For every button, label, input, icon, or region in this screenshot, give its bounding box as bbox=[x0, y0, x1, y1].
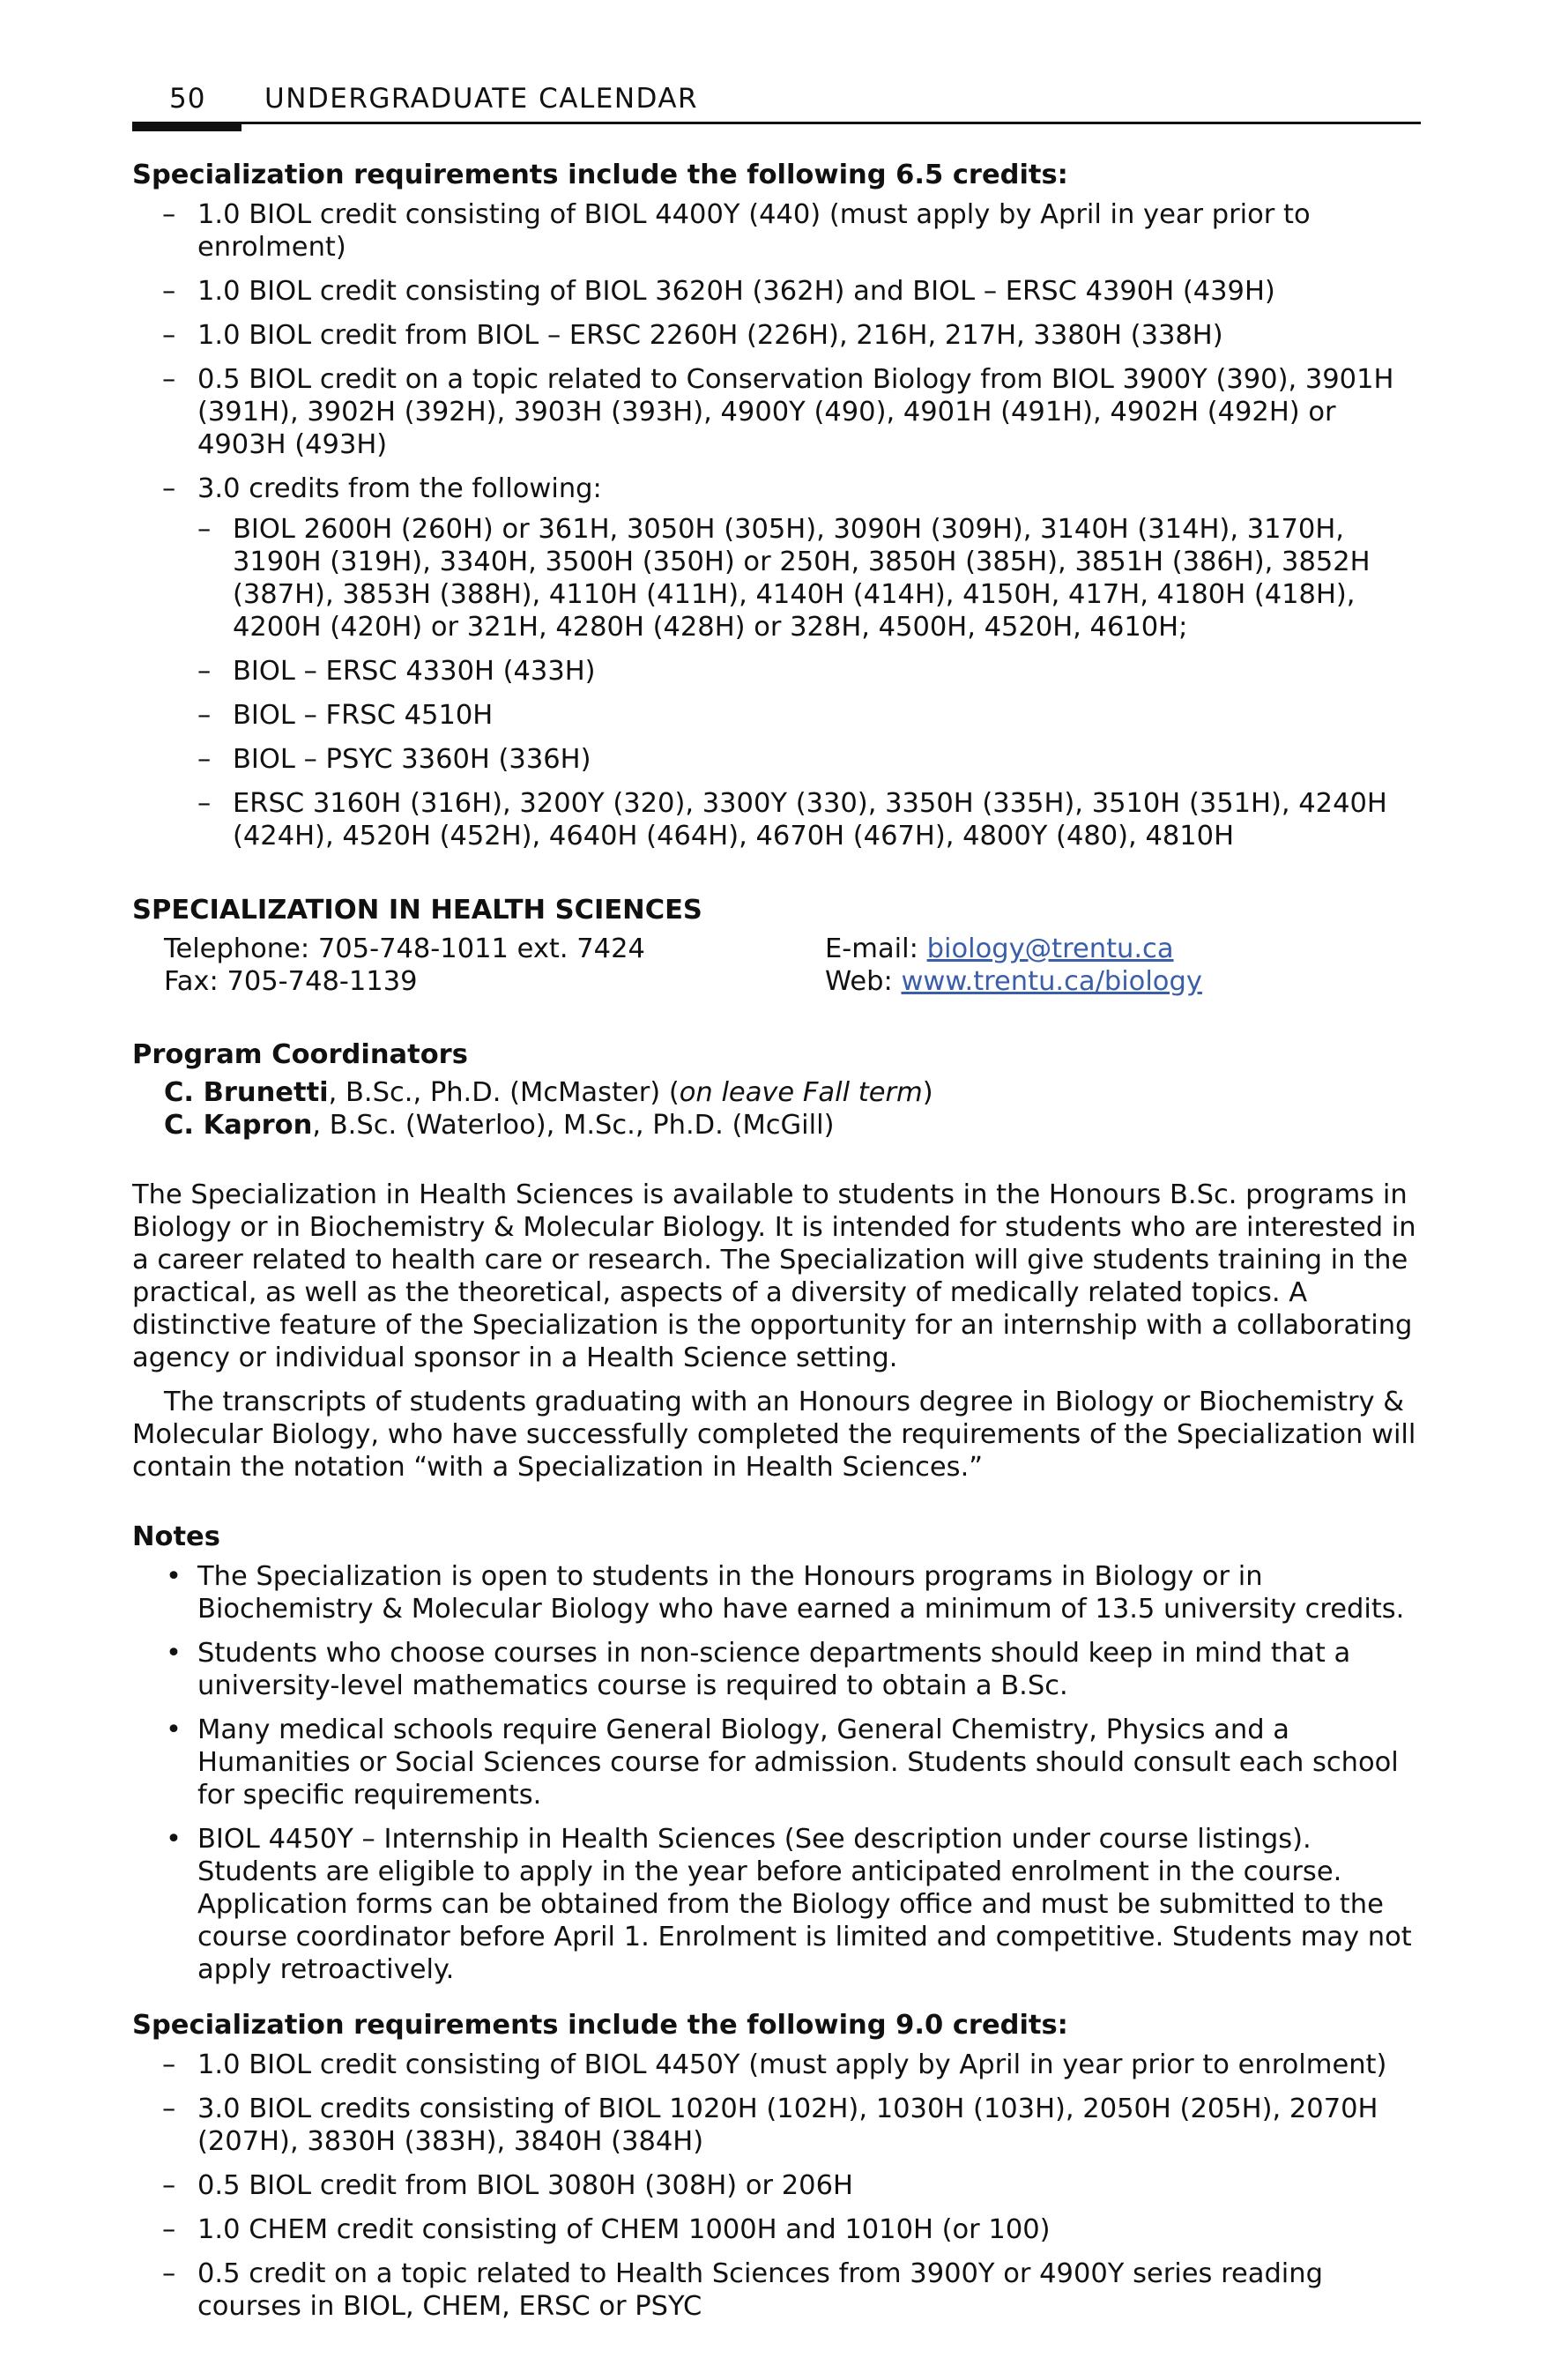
note-item: • Many medical schools require General Biology, General Chemistry, Physics and a Humanities or Social Sciences course for admission. Students should consult each school for specific requirements. bbox=[132, 1714, 1421, 1811]
email-label: E-mail: bbox=[825, 933, 927, 964]
contact-phone-fax bbox=[164, 933, 645, 998]
header-rule-accent bbox=[132, 122, 241, 131]
running-head: UNDERGRADUATE CALENDAR bbox=[264, 83, 699, 115]
section2-heading: Specialization requirements include the following 9.0 credits: bbox=[132, 2010, 1068, 2041]
sublist-item: – ERSC 3160H (316H), 3200Y (320), 3300Y (330), 3350H (335H), 3510H (351H), 4240H (424H), 4520H (452H), 4640H (464H), 4670H (467H), 4800Y (480), 4810H bbox=[132, 787, 1421, 852]
fax: Fax: 705-748-1139 bbox=[164, 966, 418, 997]
transcript-paragraph: The transcripts of students graduating with an Honours degree in Biology or Biochemistry & Molecular Biology, who have successfully completed the requirements of the Specialization will contain the notation “with a Specialization in Health Sciences.” bbox=[132, 1387, 1416, 1483]
list-item: – 1.0 BIOL credit consisting of BIOL 4400Y (440) (must apply by April in year prior to enrolment) bbox=[132, 198, 1421, 264]
web-label: Web: bbox=[825, 966, 902, 997]
page-header bbox=[132, 78, 1421, 134]
coordinator-close-paren: ) bbox=[922, 1077, 933, 1108]
list-item: – 1.0 BIOL credit from BIOL – ERSC 2260H (226H), 216H, 217H, 3380H (338H) bbox=[132, 319, 1421, 352]
note-item: • BIOL 4450Y – Internship in Health Sciences (See description under course listings). Students are eligible to apply in the year before anticipated enrolment in the course. Application forms can be obtained from the Biology office and must be submitted to the course coordinator before April 1. Enrolment is limited and competitive. Students may not apply retroactively. bbox=[132, 1823, 1421, 1986]
list-item: – 0.5 credit on a topic related to Health Sciences from 3900Y or 4900Y series reading courses in BIOL, CHEM, ERSC or PSYC bbox=[132, 2257, 1421, 2323]
telephone: Telephone: 705-748-1011 ext. 7424 bbox=[164, 933, 645, 964]
section2-list bbox=[132, 2049, 1421, 2323]
coordinator bbox=[164, 1076, 1421, 1109]
note-item: • The Specialization is open to students in the Honours programs in Biology or in Biochemistry & Molecular Biology who have earned a minimum of 13.5 university credits. bbox=[132, 1560, 1421, 1625]
email-link[interactable]: biology@trentu.ca bbox=[926, 933, 1174, 964]
contact-email-web bbox=[825, 933, 1202, 998]
list-item: – 1.0 BIOL credit consisting of BIOL 4450Y (must apply by April in year prior to enrolment) bbox=[132, 2049, 1421, 2081]
sublist-item: – BIOL – PSYC 3360H (336H) bbox=[132, 743, 1421, 776]
sublist-item: – BIOL – ERSC 4330H (433H) bbox=[132, 655, 1421, 688]
list-item-text: 3.0 credits from the following: bbox=[197, 473, 602, 504]
coordinator bbox=[164, 1109, 1421, 1142]
notes-heading: Notes bbox=[132, 1521, 220, 1552]
list-item: – 3.0 BIOL credits consisting of BIOL 1020H (102H), 1030H (103H), 2050H (205H), 2070H (207H), 3830H (383H), 3840H (384H) bbox=[132, 2093, 1421, 2158]
coordinator-credentials: , B.Sc. (Waterloo), M.Sc., Ph.D. (McGill) bbox=[312, 1110, 835, 1141]
header-rule bbox=[132, 122, 1421, 124]
coordinator-credentials: , B.Sc., Ph.D. (McMaster) ( bbox=[328, 1077, 680, 1108]
page-content bbox=[132, 159, 1421, 2334]
coordinators-heading: Program Coordinators bbox=[132, 1039, 468, 1070]
intro-paragraph: The Specialization in Health Sciences is available to students in the Honours B.Sc. programs in Biology or in Biochemistry & Molecular Biology. It is intended for students who are interested in a career related to health care or research. The Specialization will give students training in the practical, as well as the theoretical, aspects of a diversity of medically related topics. A distinctive feature of the Specialization is the opportunity for an internship with a collaborating agency or individual sponsor in a Health Science setting. bbox=[132, 1179, 1416, 1373]
list-item bbox=[132, 472, 1421, 852]
sublist-item: – BIOL 2600H (260H) or 361H, 3050H (305H), 3090H (309H), 3140H (314H), 3170H, 3190H (319H), 3340H, 3500H (350H) or 250H, 3850H (385H), 3851H (386H), 3852H (387H), 3853H (388H), 4110H (411H), 4140H (414H), 4150H, 417H, 4180H (418H), 4200H (420H) or 321H, 4280H (428H) or 328H, 4500H, 4520H, 4610H; bbox=[132, 513, 1421, 643]
list-item: – 1.0 CHEM credit consisting of CHEM 1000H and 1010H (or 100) bbox=[132, 2213, 1421, 2246]
contact-block bbox=[164, 933, 1421, 1001]
list-item: – 0.5 BIOL credit on a topic related to Conservation Biology from BIOL 3900Y (390), 3901H (391H), 3902H (392H), 3903H (393H), 4900Y (490), 4901H (491H), 4902H (492H) or 4903H (493H) bbox=[132, 363, 1421, 461]
coordinator-leave: on leave Fall term bbox=[679, 1077, 923, 1108]
section1-sublist bbox=[197, 513, 1421, 852]
coordinator-name: C. Kapron bbox=[164, 1110, 313, 1141]
page-number: 50 bbox=[169, 83, 206, 115]
section1-list bbox=[132, 198, 1421, 852]
list-item: – 1.0 BIOL credit consisting of BIOL 3620H (362H) and BIOL – ERSC 4390H (439H) bbox=[132, 275, 1421, 308]
email-line bbox=[825, 933, 1202, 965]
notes-list bbox=[132, 1560, 1421, 1986]
list-item: – 0.5 BIOL credit from BIOL 3080H (308H) or 206H bbox=[132, 2169, 1421, 2202]
health-sciences-heading: SPECIALIZATION IN HEALTH SCIENCES bbox=[132, 895, 702, 926]
sublist-item: – BIOL – FRSC 4510H bbox=[132, 699, 1421, 732]
web-line bbox=[825, 965, 1202, 998]
coordinator-name: C. Brunetti bbox=[164, 1077, 329, 1108]
note-item: • Students who choose courses in non-science departments should keep in mind that a university-level mathematics course is required to obtain a B.Sc. bbox=[132, 1637, 1421, 1702]
coordinators-list bbox=[164, 1076, 1421, 1142]
web-link[interactable]: www.trentu.ca/biology bbox=[901, 966, 1202, 997]
section1-heading: Specialization requirements include the following 6.5 credits: bbox=[132, 160, 1068, 190]
